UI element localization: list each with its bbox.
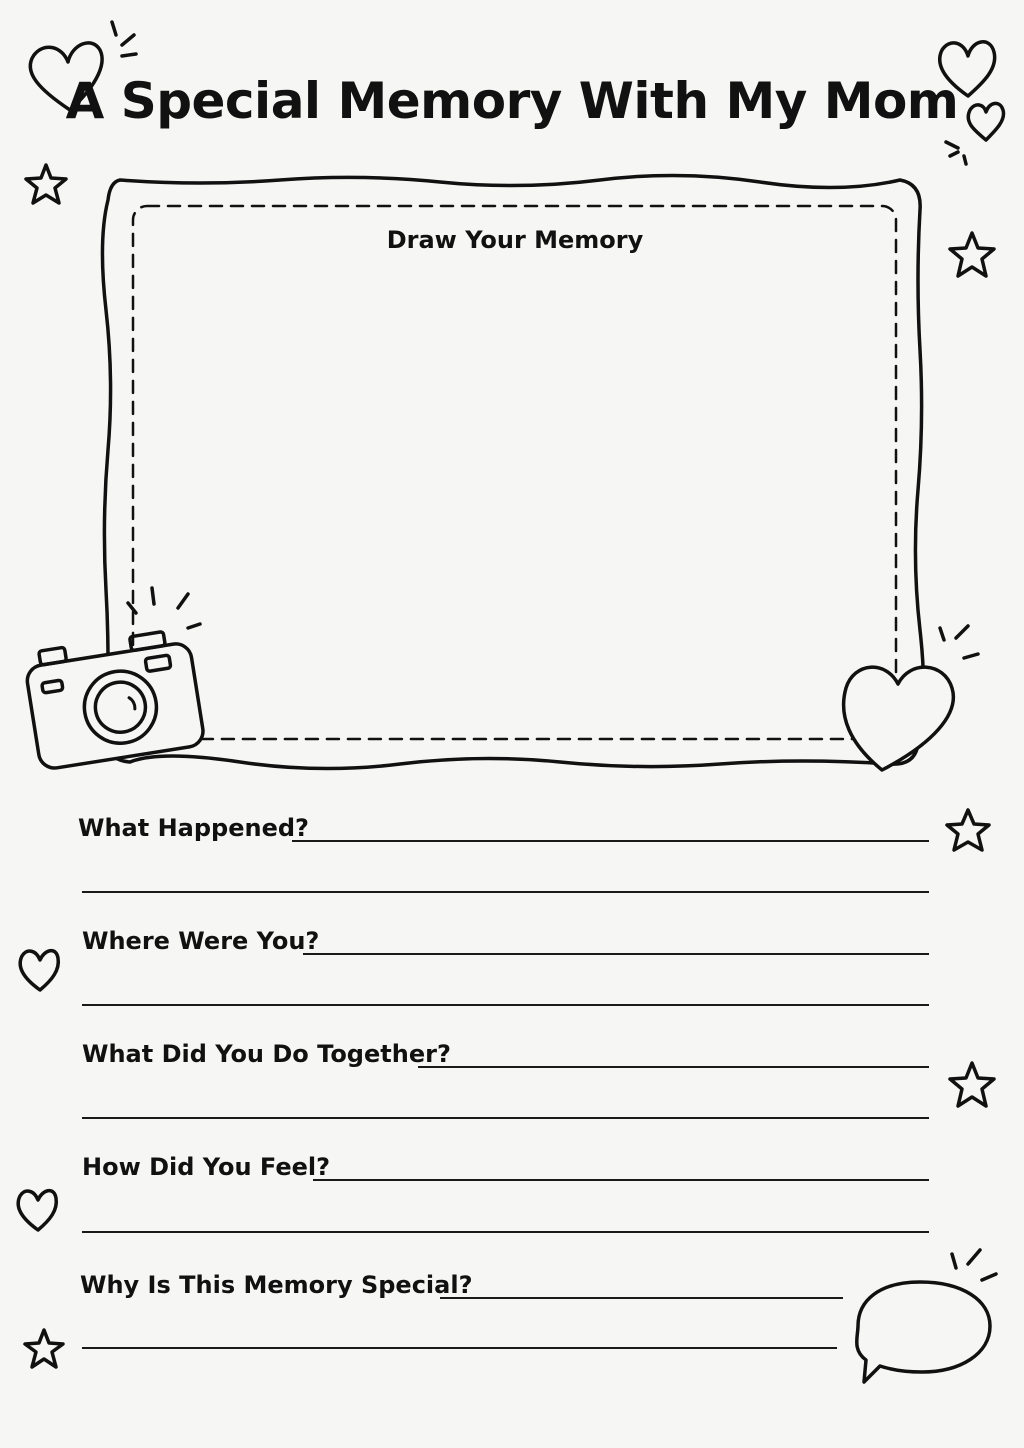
- answer-line[interactable]: [82, 1231, 929, 1233]
- drawing-box-label: Draw Your Memory: [386, 226, 644, 254]
- heart-icon: [20, 951, 58, 990]
- answer-line[interactable]: [82, 891, 929, 893]
- heart-icon: [18, 1191, 56, 1230]
- answer-line[interactable]: [82, 1117, 929, 1119]
- question-label: What Happened?: [78, 814, 309, 842]
- answer-line[interactable]: [418, 1066, 929, 1068]
- answer-line[interactable]: [82, 1004, 929, 1006]
- answer-line[interactable]: [303, 953, 929, 955]
- question-label: How Did You Feel?: [82, 1153, 331, 1181]
- page-title: A Special Memory With My Mom: [65, 72, 959, 130]
- drawing-frame-border: [102, 175, 923, 768]
- question-label: Where Were You?: [82, 927, 320, 955]
- heart-icon: [844, 667, 954, 770]
- star-icon: [26, 165, 66, 203]
- camera-icon: [23, 628, 205, 771]
- answer-line[interactable]: [440, 1297, 843, 1299]
- answer-line[interactable]: [82, 1347, 837, 1349]
- star-icon: [950, 1063, 994, 1106]
- speech-bubble-icon: [857, 1282, 990, 1382]
- star-icon: [25, 1330, 63, 1367]
- question-label: Why Is This Memory Special?: [80, 1271, 473, 1299]
- answer-line[interactable]: [292, 840, 929, 842]
- question-label: What Did You Do Together?: [82, 1040, 451, 1068]
- drawing-area[interactable]: [133, 206, 896, 739]
- answer-line[interactable]: [313, 1179, 929, 1181]
- star-icon: [947, 810, 989, 850]
